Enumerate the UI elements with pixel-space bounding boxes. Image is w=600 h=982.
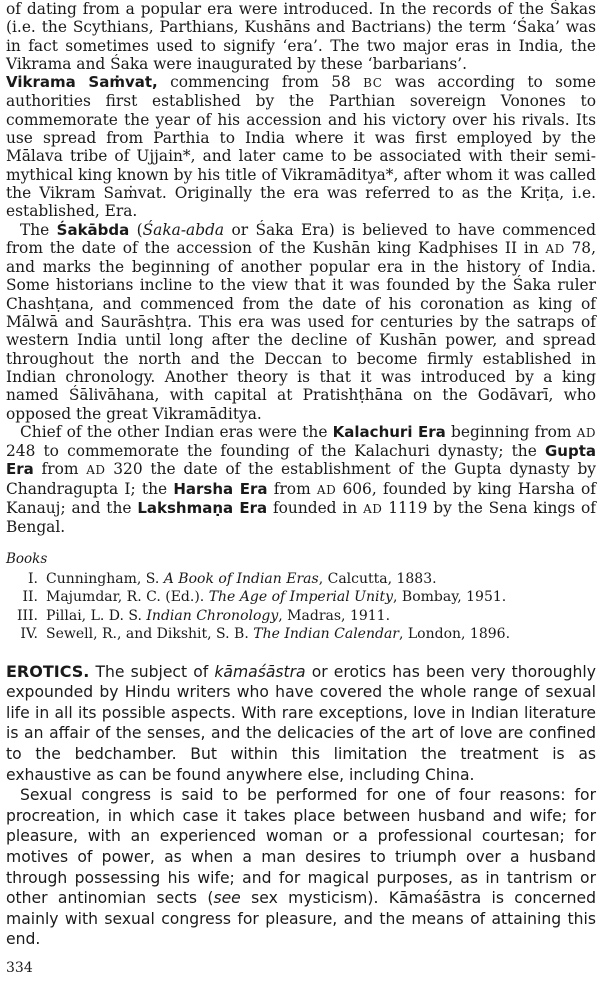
book-author: Majumdar, R. C. (Ed.). bbox=[46, 589, 209, 606]
other-eras-paragraph bbox=[6, 423, 596, 537]
book-imprint: , Bombay, 1951. bbox=[393, 589, 507, 606]
book-title: The Age of Imperial Unity bbox=[208, 589, 393, 606]
text: 320 the date of the establishment of the Gupta dynasty by Chandragupta I; the bbox=[6, 460, 597, 498]
book-citation bbox=[46, 570, 437, 589]
bc-smallcaps: BC bbox=[363, 76, 383, 91]
book-item bbox=[6, 570, 596, 589]
book-title: A Book of Indian Eras bbox=[163, 570, 319, 587]
text: was according to some authorities first established by the Parthian sovereign Vonones to commemorate the year of his accession and his victory over his rivals. Its use spread from Parthia to India where it was first employed by the Mālava tribe of Ujjain*, and later came to be associated with their semi-mythical king known by his title of Vikramāditya*, after whom it was called the Vikram Saṁvat. Originally the era was referred to as the Kriṭa, i.e. established, Era. bbox=[6, 73, 597, 221]
text: or erotics has been very thoroughly expounded by Hindu writers who have covered the whole range of sexual life in all its possible aspects. With rare exceptions, love in Indian literature is an affair of the senses, and the delicacies of the art of love are confined to the bedchamber. But within this limitation the treatment is as exhaustive as can be found anywhere else, including China. bbox=[6, 662, 596, 784]
text: ( bbox=[129, 220, 143, 239]
book-imprint: , Calcutta, 1883. bbox=[318, 570, 437, 587]
italic-term: kāmaśāstra bbox=[214, 662, 306, 681]
ad-smallcaps: AD bbox=[545, 241, 565, 256]
book-imprint: , London, 1896. bbox=[398, 626, 511, 643]
text: from bbox=[267, 479, 317, 498]
book-number: IV. bbox=[20, 626, 38, 643]
headword-lakshmana-era: Lakshmaṇa Era bbox=[137, 499, 268, 518]
text: 606, founded by king Harsha of Kanauj; and the bbox=[6, 479, 596, 518]
ad-smallcaps: AD bbox=[316, 482, 337, 497]
text: commencing from 58 bbox=[157, 73, 364, 92]
book-title: The Indian Calendar bbox=[253, 626, 399, 643]
vikrama-samvat-paragraph bbox=[6, 73, 596, 220]
erotics-paragraph-2 bbox=[6, 785, 596, 950]
ad-smallcaps: AD bbox=[576, 425, 596, 440]
ad-smallcaps: AD bbox=[86, 463, 106, 478]
page bbox=[6, 0, 596, 950]
book-number: I. bbox=[28, 570, 38, 587]
text: beginning from bbox=[445, 422, 577, 441]
book-number: III. bbox=[16, 607, 38, 624]
text: Chief of the other Indian eras were the bbox=[20, 422, 333, 441]
headword-sakabda: Śakābda bbox=[56, 220, 130, 239]
book-author: Sewell, R., and Dikshit, S. B. bbox=[46, 626, 254, 643]
text: 248 to commemorate the founding of the Kalachuri dynasty; the bbox=[6, 442, 545, 461]
books-list bbox=[6, 570, 596, 644]
text: sex mysticism). Kāmaśāstra is concerned mainly with sexual congress for pleasure, and the means of attaining this end. bbox=[6, 889, 596, 949]
text: The bbox=[20, 220, 57, 239]
italic-term: Śaka-abda bbox=[142, 220, 225, 239]
text: from bbox=[33, 460, 87, 479]
book-imprint: , Madras, 1911. bbox=[278, 607, 391, 624]
text: 78, and marks the beginning of another popular era in the history of India. Some historians incline to the view that it was founded by the Śaka ruler Chashṭana, and commenced from the date of his coronation as king of Mālwā and Saurāshṭra. This era was used for centuries by the satraps of western India until long after the decline of Kushān power, and spread throughout the north and the Deccan to become firmly established in Indian chronology. Another theory is that it was introduced by a king named Śālivāhana, with capital at Pratishṭhāna on the Godāvarī, who opposed the great Vikramāditya. bbox=[6, 238, 596, 423]
text: Sexual congress is said to be performed for one of four reasons: for procreation, in which case it takes place between husband and wife; for pleasure, with an experienced woman or a professional courtesan; for motives of power, as when a man desires to triumph over a husband through possessing his wife; and for magical purposes, as in tantrism or other antinomian sects ( bbox=[6, 786, 596, 908]
see-reference: see bbox=[213, 889, 241, 908]
intro-paragraph: of dating from a popular era were introduced. In the records of the Śakas (i.e. the Scythians, Parthians, Kushāns and Bactrians) the term ‘Śaka’ was in fact sometimes used to signify ‘era’. The two major eras in India, the Vikrama and Śaka were inaugurated by these ‘barbarians’. bbox=[6, 0, 596, 73]
erotics-entry bbox=[6, 662, 596, 950]
saka-paragraph bbox=[6, 221, 596, 423]
book-item bbox=[6, 625, 596, 644]
ad-smallcaps: AD bbox=[363, 502, 383, 517]
headword-vikrama-samvat: Vikrama Saṁvat, bbox=[6, 73, 158, 92]
headword-erotics: EROTICS. bbox=[6, 661, 90, 681]
book-citation bbox=[46, 625, 510, 644]
book-author: Cunningham, S. bbox=[46, 570, 164, 587]
text: or Śaka Era) is believed to have commenced from the date of the accession of the Kushān king Kadphises II in bbox=[6, 220, 596, 257]
page-number: 334 bbox=[6, 960, 33, 976]
text: 1119 by the Sena kings of Bengal. bbox=[6, 499, 596, 537]
book-author: Pillai, L. D. S. bbox=[46, 607, 147, 624]
book-number: II. bbox=[22, 589, 38, 606]
book-item bbox=[6, 588, 596, 607]
book-citation bbox=[46, 588, 506, 607]
book-item bbox=[6, 607, 596, 626]
headword-harsha-era: Harsha Era bbox=[173, 479, 268, 498]
book-title: Indian Chronology bbox=[146, 607, 279, 624]
book-citation bbox=[46, 607, 390, 626]
books-heading: Books bbox=[6, 550, 48, 567]
erotics-paragraph bbox=[6, 662, 596, 786]
headword-kalachuri-era: Kalachuri Era bbox=[332, 422, 446, 441]
headword-gupta-era: Gupta Era bbox=[6, 442, 596, 479]
text: The subject of bbox=[89, 662, 215, 681]
text: founded in bbox=[267, 499, 364, 518]
